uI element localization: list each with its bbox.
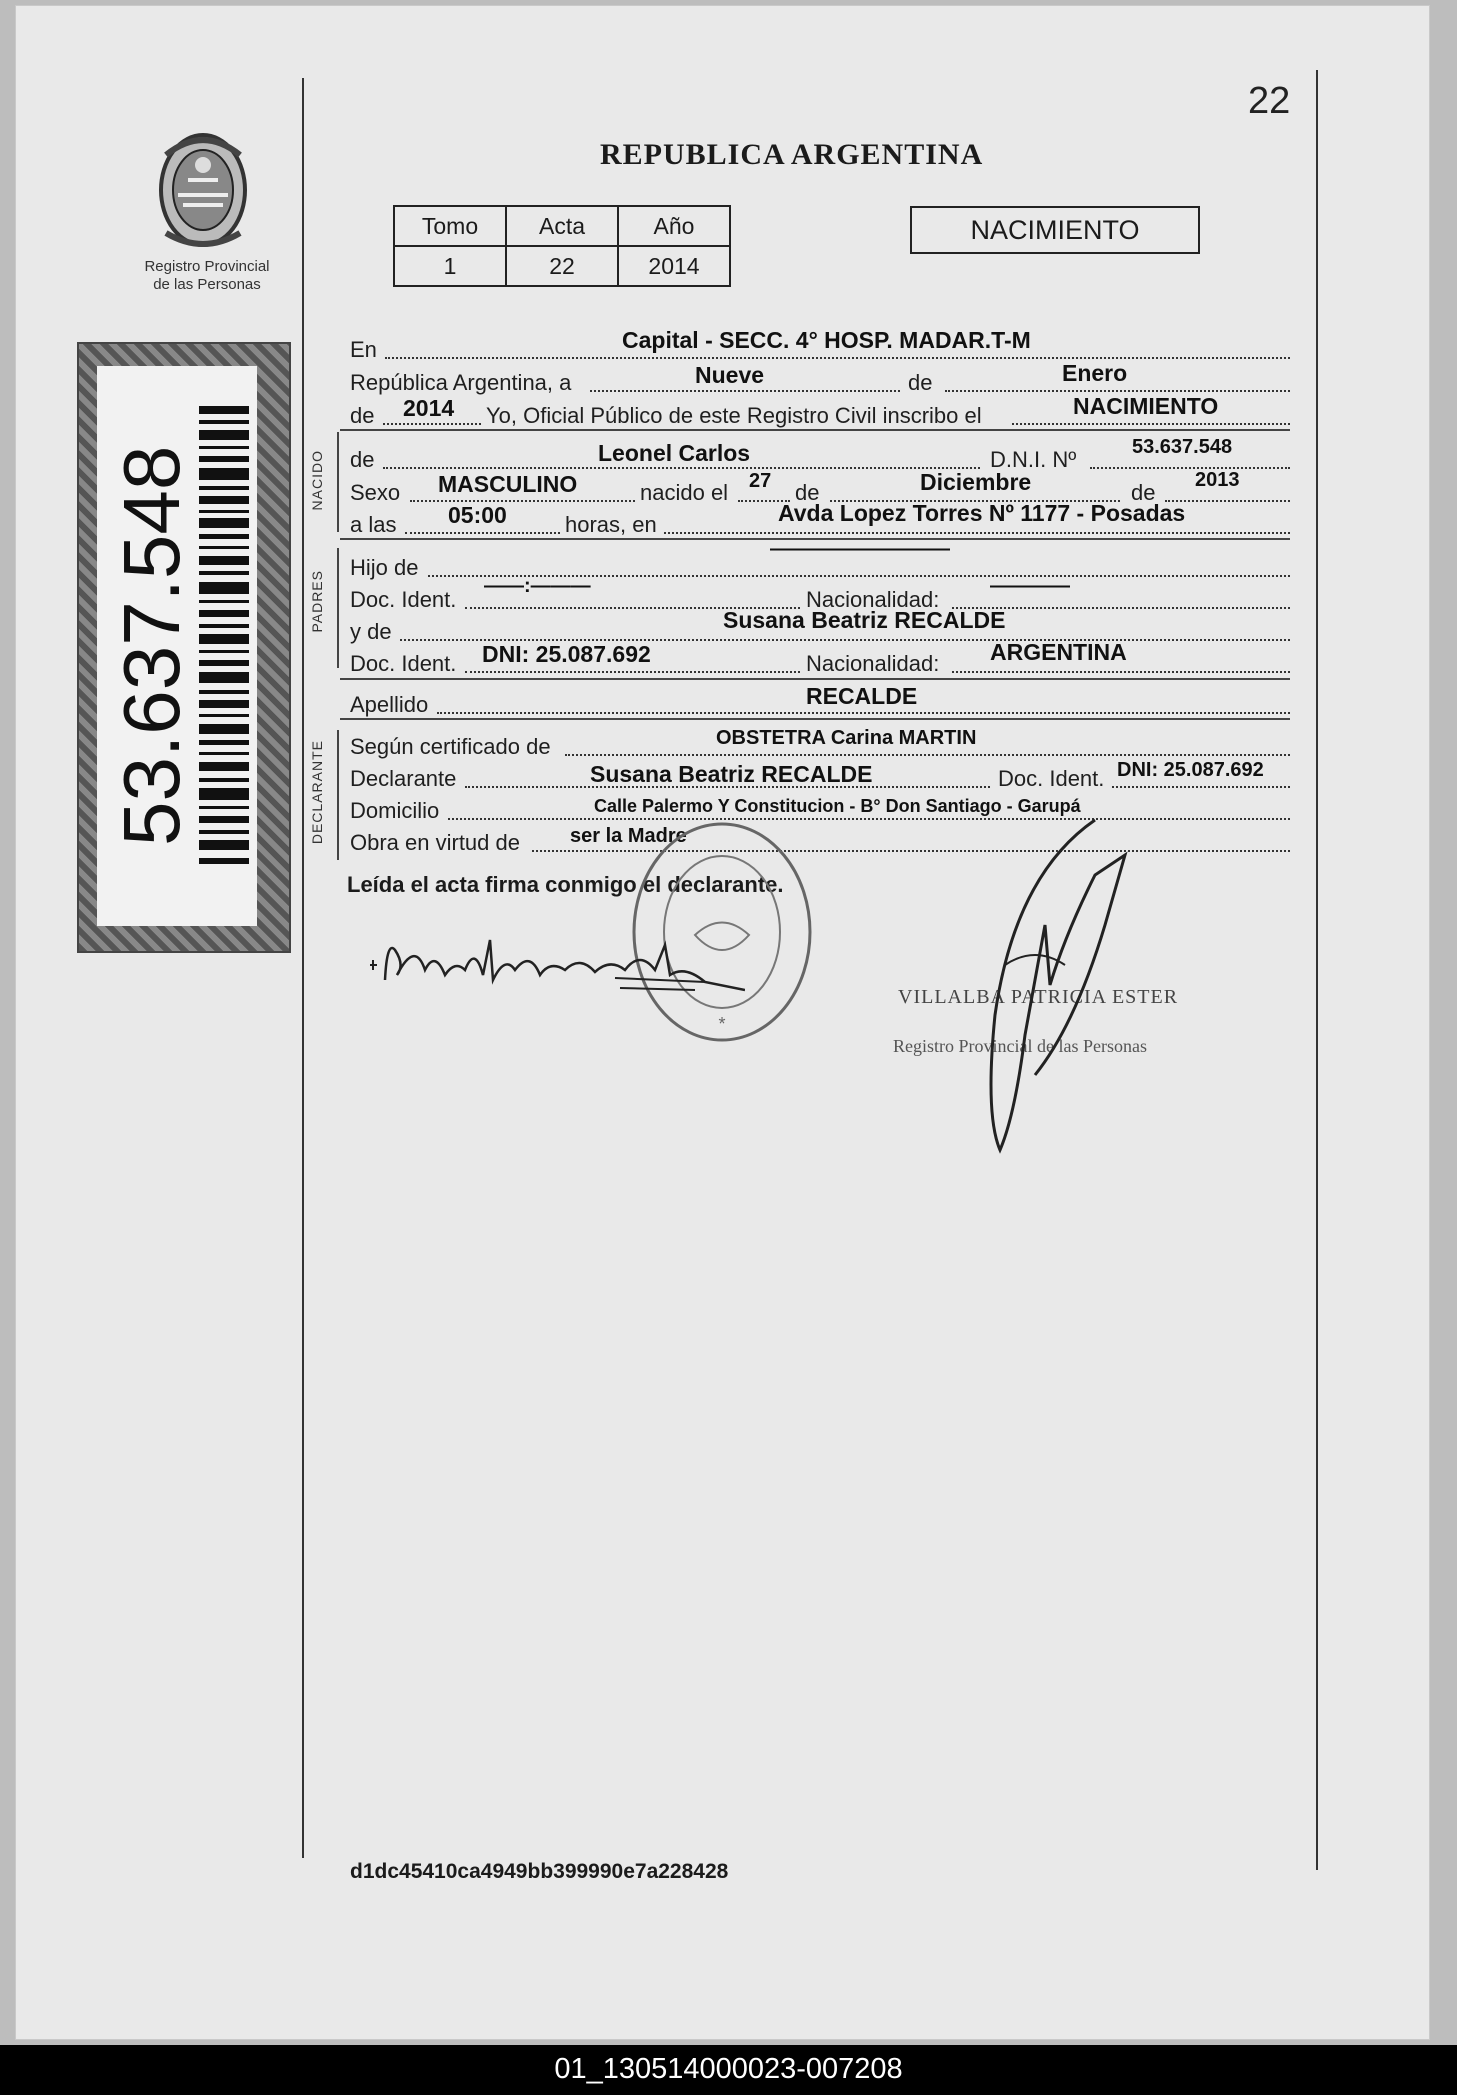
value-mes: Enero <box>1062 360 1128 386</box>
label-a-las: a las <box>350 512 397 537</box>
svg-text:*: * <box>718 1014 726 1034</box>
value-madre: Susana Beatriz RECALDE <box>723 607 1006 633</box>
value-anio: 2014 <box>403 395 455 421</box>
record-type-box: NACIMIENTO <box>910 206 1200 254</box>
provincial-emblem-icon <box>148 125 258 255</box>
value-hora: 05:00 <box>448 502 507 528</box>
label-declarante: Declarante <box>350 766 457 791</box>
label-yo-oficial: Yo, Oficial Público de este Registro Civil inscribo el <box>486 403 982 428</box>
declarant-signature-icon <box>365 920 745 1010</box>
value-padre-nacionalidad: ———— <box>990 575 1070 597</box>
page-number: 22 <box>1248 80 1291 122</box>
label-obra-en-virtud: Obra en virtud de <box>350 830 520 855</box>
official-title: Registro Provincial de las Personas <box>893 1036 1147 1056</box>
label-y-de: y de <box>350 619 392 644</box>
label-de-nac-mes: de <box>795 480 820 505</box>
label-en: En <box>350 337 377 362</box>
section-label-declarante: DECLARANTE <box>309 740 325 845</box>
value-nombre: Leonel Carlos <box>598 440 751 466</box>
value-domicilio: Calle Palermo Y Constitucion - B° Don Santiago - Garupá <box>594 796 1081 816</box>
registry-name: Registro Provincial de las Personas <box>144 258 270 293</box>
acta-header: Acta <box>506 206 618 246</box>
value-declarante: Susana Beatriz RECALDE <box>590 761 873 787</box>
value-apellido: RECALDE <box>806 683 918 709</box>
document-hash: d1dc45410ca4949bb399990e7a228428 <box>350 1860 729 1883</box>
value-padre: ————————— <box>770 538 950 560</box>
value-certificado: OBSTETRA Carina MARTIN <box>716 727 977 749</box>
section-label-padres: PADRES <box>309 570 325 633</box>
label-dni: D.N.I. Nº <box>990 447 1077 472</box>
value-nac-mes: Diciembre <box>920 469 1032 495</box>
label-segun-certificado: Según certificado de <box>350 734 551 759</box>
label-nacionalidad-madre: Nacionalidad: <box>806 651 940 676</box>
value-nac-anio: 2013 <box>1195 469 1240 491</box>
barcode-panel <box>77 342 291 953</box>
barcode-number: 53.637.548 <box>107 445 196 847</box>
value-lugar-nacimiento: Avda Lopez Torres Nº 1177 - Posadas <box>778 500 1186 526</box>
country-heading: REPUBLICA ARGENTINA <box>600 138 984 171</box>
value-madre-doc: DNI: 25.087.692 <box>482 641 651 667</box>
label-apellido: Apellido <box>350 692 429 717</box>
label-horas-en: horas, en <box>565 512 657 537</box>
anio-value: 2014 <box>618 246 730 286</box>
acta-value: 22 <box>506 246 618 286</box>
label-de-anio: de <box>350 403 375 428</box>
tomo-value: 1 <box>394 246 506 286</box>
label-doc-ident-declarante: Doc. Ident. <box>998 766 1105 791</box>
left-margin-line <box>302 78 304 1858</box>
value-sexo: MASCULINO <box>438 471 578 497</box>
closing-statement: Leída el acta firma conmigo el declarante. <box>347 872 784 897</box>
label-doc-ident-padre: Doc. Ident. <box>350 587 457 612</box>
label-sexo: Sexo <box>350 480 401 505</box>
value-declarante-doc: DNI: 25.087.692 <box>1117 759 1264 781</box>
official-name: VILLALBA PATRICIA ESTER <box>898 986 1179 1008</box>
anio-header: Año <box>618 206 730 246</box>
barcode-icon <box>199 406 249 876</box>
scan-file-id: 01_130514000023-007208 <box>0 2045 1457 2095</box>
value-padre-doc: ——:——— <box>484 575 591 597</box>
record-reference-table <box>393 205 731 287</box>
label-doc-ident-madre: Doc. Ident. <box>350 651 457 676</box>
label-domicilio: Domicilio <box>350 798 440 823</box>
label-de-nombre: de <box>350 447 375 472</box>
value-obra: ser la Madre <box>570 825 687 847</box>
official-signature-icon <box>975 815 1145 1155</box>
value-dia: Nueve <box>695 362 765 388</box>
value-dni: 53.637.548 <box>1132 436 1233 458</box>
value-madre-nacionalidad: ARGENTINA <box>990 639 1127 665</box>
value-nac-dia: 27 <box>749 470 772 492</box>
label-republica: República Argentina, a <box>350 370 572 395</box>
value-acto: NACIMIENTO <box>1073 393 1219 419</box>
label-nacido-el: nacido el <box>640 480 729 505</box>
right-margin-line <box>1316 70 1318 1870</box>
label-hijo-de: Hijo de <box>350 555 419 580</box>
value-lugar-inscripcion: Capital - SECC. 4° HOSP. MADAR.T-M <box>622 327 1031 353</box>
label-de-mes: de <box>908 370 933 395</box>
label-de-nac-anio: de <box>1131 480 1156 505</box>
tomo-header: Tomo <box>394 206 506 246</box>
label-nacionalidad-padre: Nacionalidad: <box>806 587 940 612</box>
section-label-nacido: NACIDO <box>309 450 325 511</box>
